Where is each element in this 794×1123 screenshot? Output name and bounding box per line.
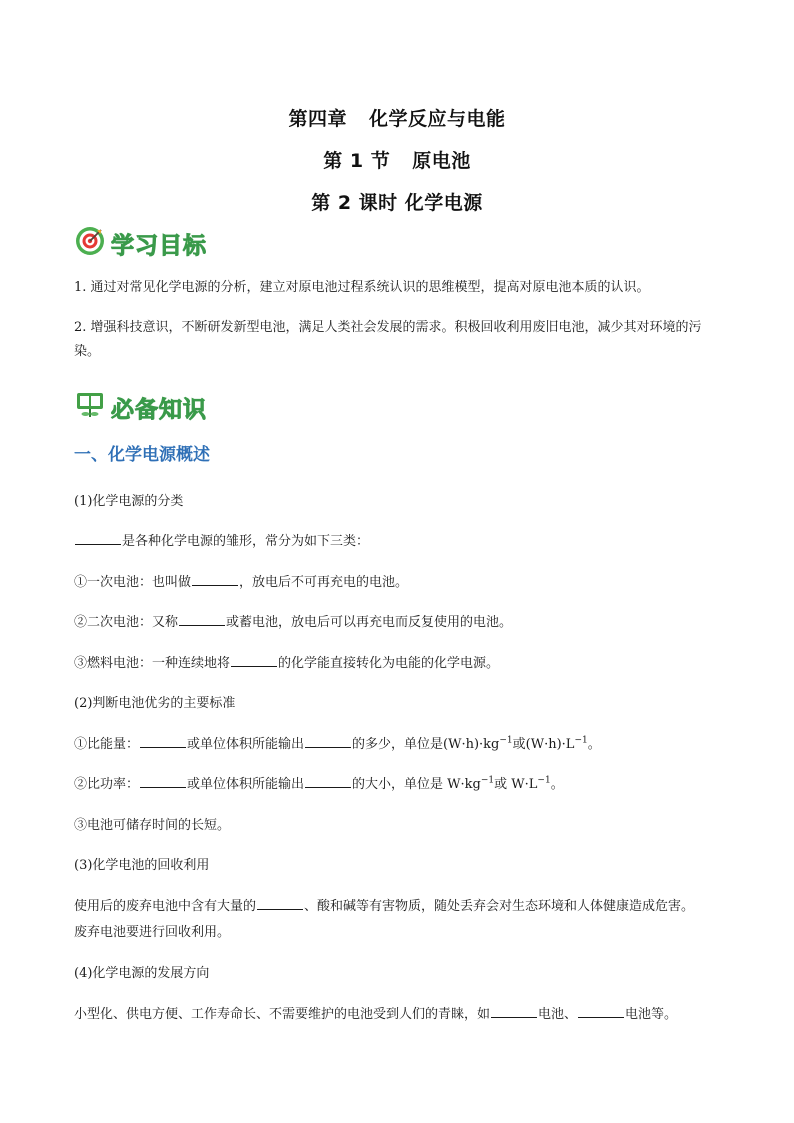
section-title — [0, 146, 794, 173]
fill-blank — [75, 530, 121, 545]
chapter-number: 第四章 — [288, 108, 347, 130]
fill-blank — [491, 1003, 537, 1018]
subsection-heading-3: (3)化学电池的回收利用 — [74, 858, 210, 873]
text-line: ③电池可储存时间的长短。 — [74, 818, 231, 833]
book-plant-icon — [75, 390, 105, 424]
objective-2: 2. 增强科技意识，不断研发新型电池，满足人类社会发展的需求。积极回收利用废旧电池，减少其对环境的污染。 — [74, 320, 702, 359]
subsection-heading-2: (2)判断电池优劣的主要标准 — [74, 696, 236, 711]
subsection-heading-1: (1)化学电源的分类 — [74, 494, 184, 509]
text-line: ②比功率： 或单位体积所能输出 的大小，单位是 $W\cdot kg^{-1}$或 $W\cdot L^{-1}$。 — [74, 773, 724, 797]
chapter-name: 化学反应与电能 — [369, 108, 506, 130]
fill-blank — [140, 773, 186, 788]
text-line: 废弃电池要进行回收利用。 — [74, 925, 231, 940]
chapter-title — [0, 104, 794, 131]
lesson-title: 第 2 课时 化学电源 — [311, 192, 483, 214]
text-line: ③燃料电池：一种连续地将 的化学能直接转化为电能的化学电源。 — [74, 652, 724, 676]
section-number: 第 1 节 — [323, 150, 391, 172]
fill-blank — [305, 773, 351, 788]
objectives-badge-label: 学习目标 — [111, 232, 207, 259]
fill-blank — [179, 611, 225, 626]
subsection-heading-4: (4)化学电源的发展方向 — [74, 966, 210, 981]
fill-blank — [578, 1003, 624, 1018]
text-line: 小型化、供电方便、工作寿命长、不需要维护的电池受到人们的青睐，如 电池、 电池等。 — [74, 1003, 724, 1027]
knowledge-badge-label: 必备知识 — [111, 396, 207, 423]
section-heading-1: 一、化学电源概述 — [74, 445, 210, 465]
text-line: ②二次电池：又称 或蓄电池，放电后可以再充电而反复使用的电池。 — [74, 611, 724, 635]
knowledge-badge — [75, 390, 207, 424]
fill-blank — [231, 652, 277, 667]
text-line: 使用后的废弃电池中含有大量的 、酸和碱等有害物质，随处丢弃会对生态环境和人体健康造成危害。 — [74, 895, 724, 919]
fill-blank — [257, 895, 303, 910]
fill-blank — [192, 571, 238, 586]
text-line: ①比能量： 或单位体积所能输出 的多少，单位是$(W\cdot h)\cdot kg^{-1}$或$(W\cdot h)\cdot L^{-1}$。 — [74, 733, 724, 757]
text-line: ①一次电池：也叫做 ，放电后不可再充电的电池。 — [74, 571, 724, 595]
fill-blank — [140, 733, 186, 748]
fill-blank — [305, 733, 351, 748]
objective-1: 1. 通过对常见化学电源的分析，建立对原电池过程系统认识的思维模型，提高对原电池本质的认识。 — [74, 280, 650, 295]
objectives-badge — [75, 226, 207, 260]
section-name: 原电池 — [412, 150, 471, 172]
target-icon — [75, 226, 105, 260]
text-line: 是各种化学电源的雏形，常分为如下三类： — [74, 530, 724, 554]
